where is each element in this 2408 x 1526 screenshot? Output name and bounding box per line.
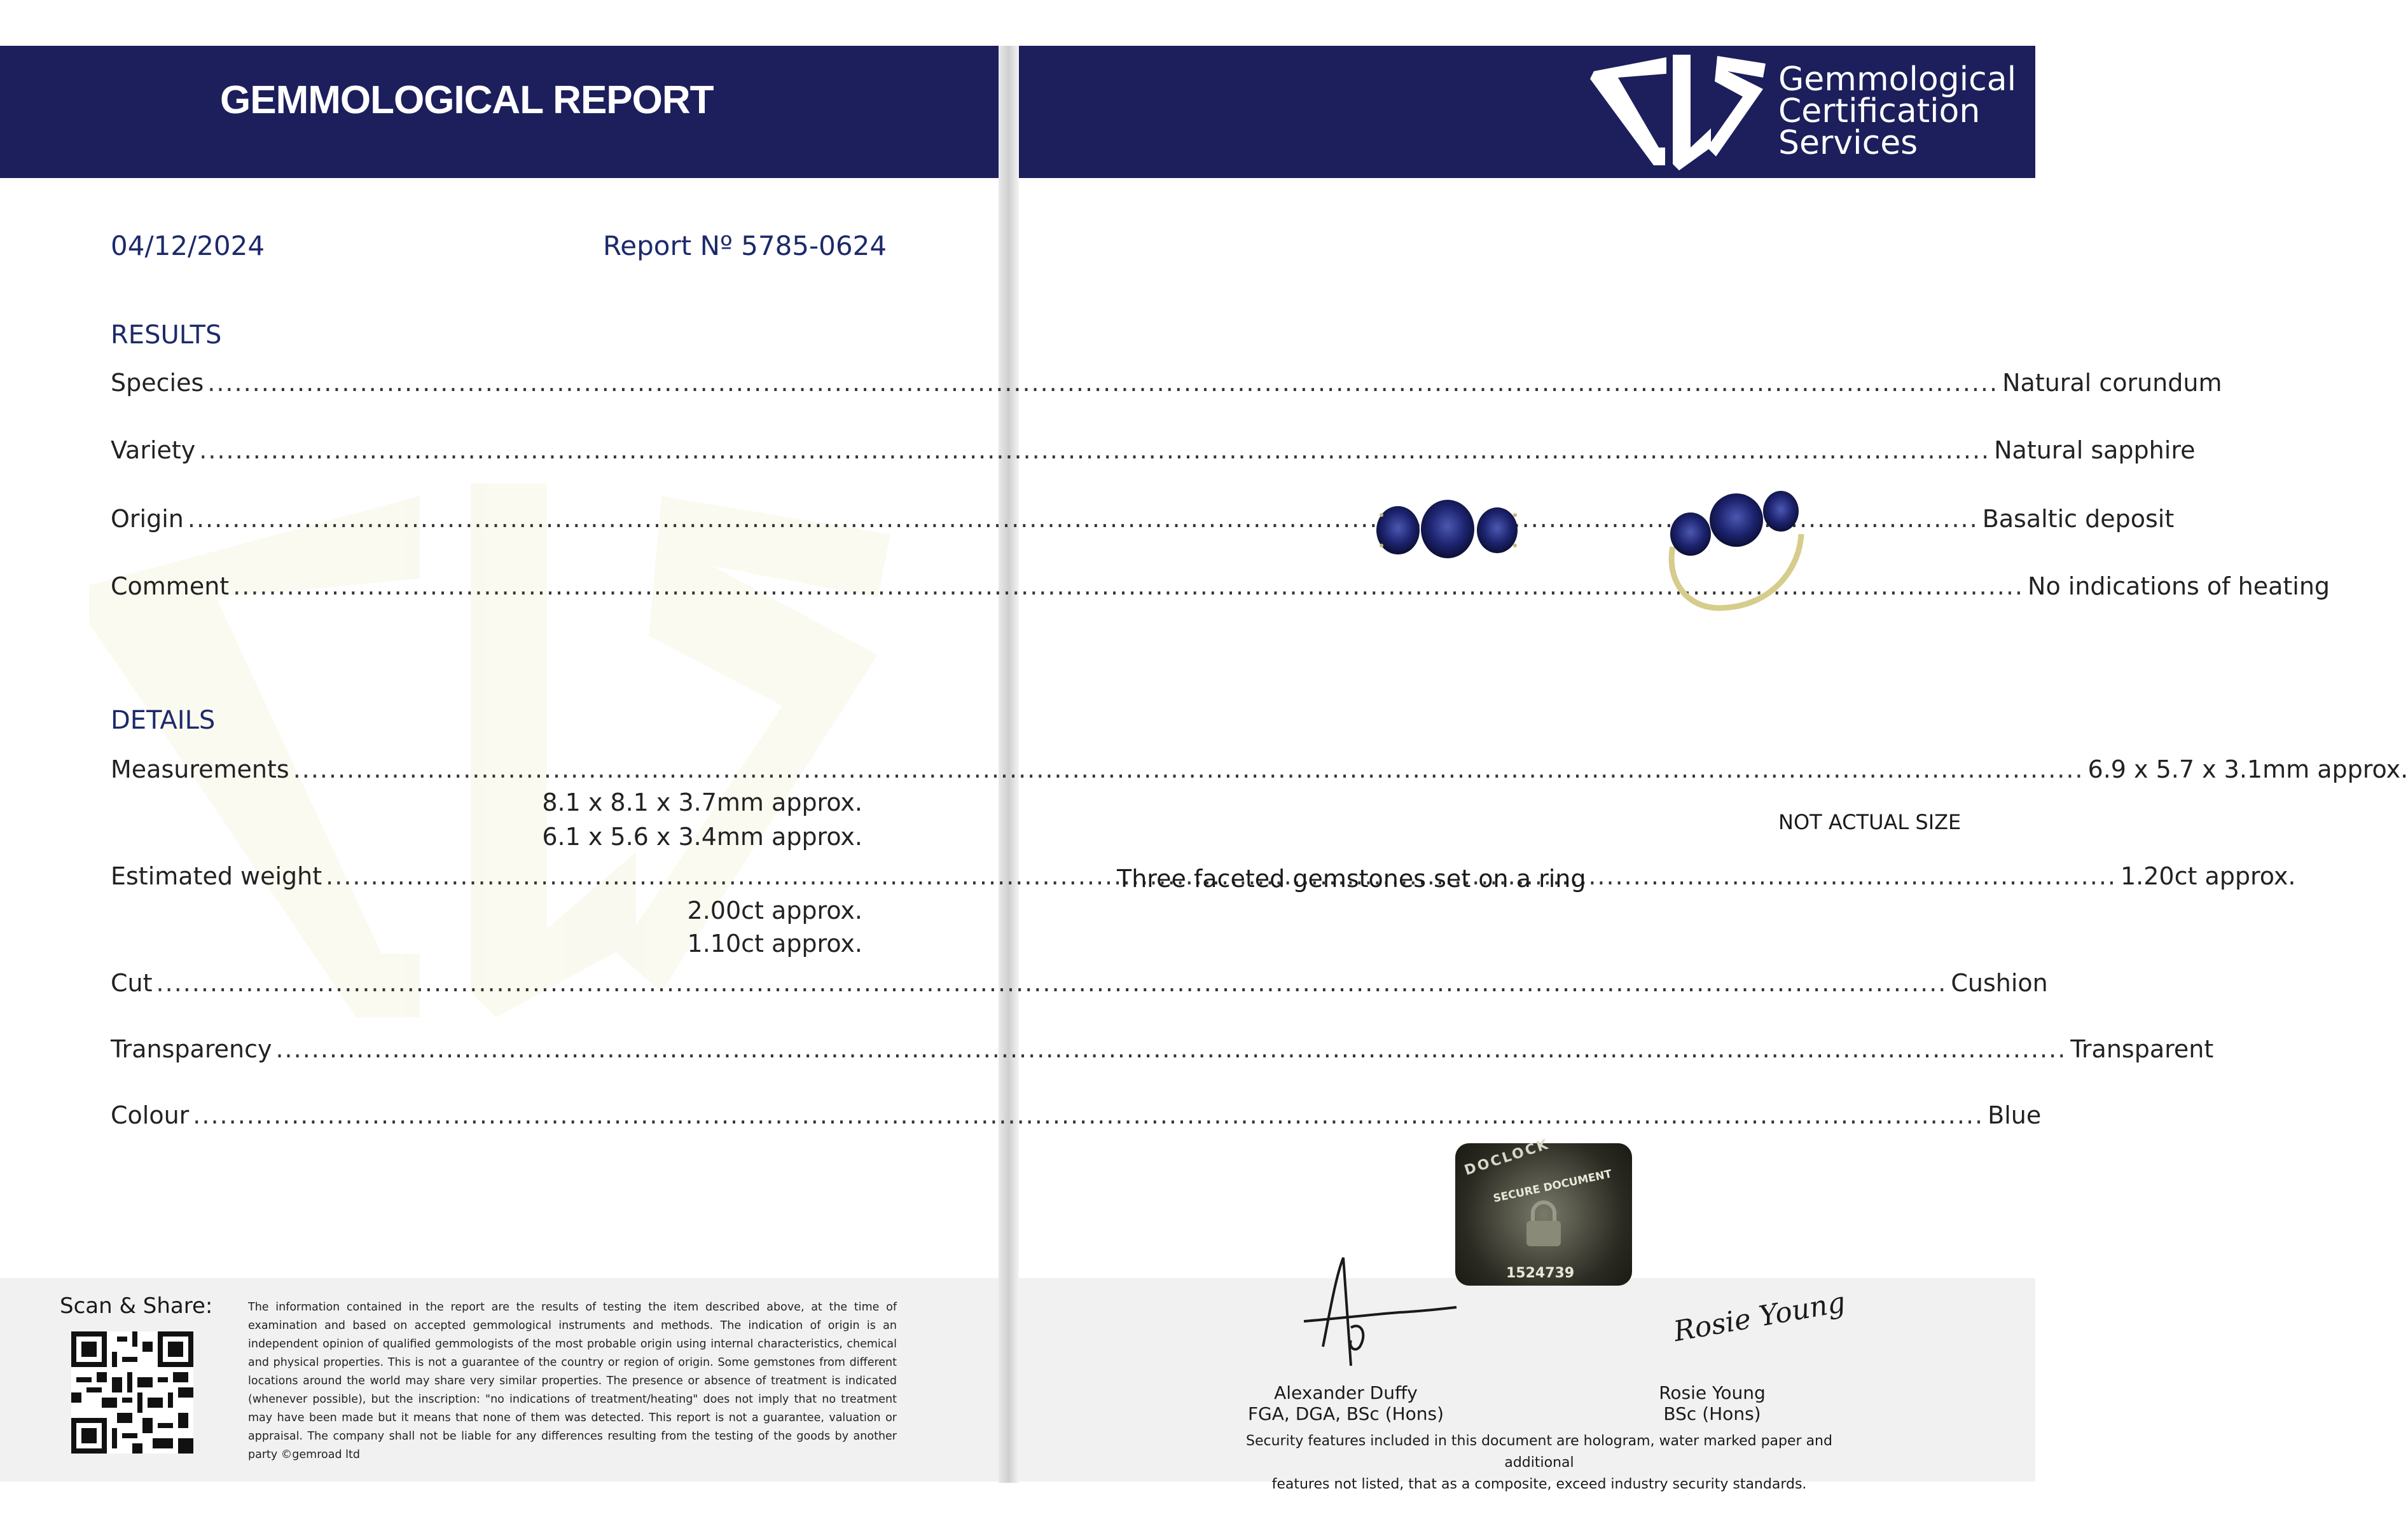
qr-code-icon[interactable] <box>71 1331 193 1454</box>
row-value: No indications of heating <box>2028 572 2330 600</box>
row-value: Basaltic deposit <box>1982 505 2175 533</box>
scan-label: Scan & Share: <box>60 1293 213 1319</box>
leader-dots <box>293 755 2084 783</box>
row-label: Variety <box>111 436 196 464</box>
row-label: Origin <box>111 505 184 533</box>
measurement-value-2: 8.1 x 8.1 x 3.7mm approx. <box>542 788 862 816</box>
disclaimer-text: The information contained in the report are the results of testing the item described above, at the time of examination and based on accepted gemmological instruments and methods. The indication of origin is an independent opinion of qualified gemmologists of the most probable origin using internal characteristics, chemical and physical properties. This is not a guarantee of the country or region of origin. Some gemstones from different locations around the world may share very similar properties. The presence or absence of treatment is indicated (whenever possible), but the inscription: "no indications of treatment/heating" does not imply that no treatment may have been made but it means that none of them was detected. This report is not a guarantee, valuation or appraisal. The company shall not be liable for any differences resulting from the testing of the goods by another party ©gemroad ltd <box>248 1301 897 1461</box>
ring-side-view <box>1670 491 1801 608</box>
lock-icon <box>1521 1198 1566 1249</box>
gcs-logo-icon <box>1590 52 1768 170</box>
row-value: Blue <box>1988 1101 2042 1129</box>
detail-row-transparency <box>111 1035 2214 1071</box>
weight-value-2: 2.00ct approx. <box>687 897 862 925</box>
row-label: Transparency <box>111 1035 272 1063</box>
detail-row-measurements <box>111 755 2408 791</box>
results-heading: RESULTS <box>111 320 222 350</box>
row-value: 1.20ct approx. <box>2121 862 2296 890</box>
hologram-sticker <box>1455 1136 1632 1286</box>
report-title: GEMMOLOGICAL REPORT <box>220 78 714 122</box>
report-date: 04/12/2024 <box>111 230 265 261</box>
detail-row-cut <box>111 969 2048 1005</box>
leader-dots <box>275 1035 2066 1063</box>
security-line-2: features not listed, that as a composite, exceed industry security standards. <box>1271 1476 1807 1492</box>
signatory-2-credentials: BSc (Hons) <box>1663 1403 1761 1424</box>
row-label: Cut <box>111 969 153 997</box>
result-row-origin <box>111 505 2175 540</box>
security-line-1: Security features included in this document are hologram, water marked paper and additional <box>1246 1433 1832 1471</box>
signatory-1-credentials: FGA, DGA, BSc (Hons) <box>1247 1403 1444 1424</box>
brand-line-1: Gemmological <box>1778 60 2017 99</box>
not-actual-size-note: NOT ACTUAL SIZE <box>1778 810 1962 834</box>
hologram-brand: DOCLOCK <box>1462 1136 1552 1179</box>
leader-dots <box>207 369 1998 397</box>
security-note <box>1215 1431 1864 1495</box>
signatory-2 <box>1566 1382 1858 1424</box>
leader-dots <box>199 436 1990 464</box>
row-label: Comment <box>111 572 230 600</box>
hologram-label: SECURE DOCUMENT <box>1491 1167 1613 1206</box>
signature-script: Rosie Young <box>1671 1286 1848 1349</box>
row-value: 6.9 x 5.7 x 3.1mm approx. <box>2087 755 2408 783</box>
brand-line-2: Certification <box>1778 92 1981 130</box>
row-value: Natural corundum <box>2002 369 2222 397</box>
signature-rosie-young <box>1666 1286 1848 1387</box>
signatory-1 <box>1200 1382 1492 1424</box>
row-label: Estimated weight <box>111 862 322 890</box>
signature-alexander-duffy <box>1285 1251 1463 1378</box>
hologram-serial: 1524739 <box>1506 1265 1575 1281</box>
report-number: Report Nº 5785-0624 <box>603 230 887 261</box>
ring-photo <box>1367 490 1864 623</box>
details-heading: DETAILS <box>111 706 216 735</box>
detail-row-colour <box>111 1101 2042 1137</box>
row-label: Species <box>111 369 204 397</box>
row-label: Measurements <box>111 755 289 783</box>
ring-top-view <box>1376 500 1518 558</box>
row-value: Cushion <box>1951 969 2048 997</box>
result-row-species <box>111 369 2222 404</box>
photo-caption: Three faceted gemstones set on a ring <box>1117 865 1586 893</box>
row-value: Transparent <box>2070 1035 2214 1063</box>
brand-line-3: Services <box>1778 124 1918 162</box>
row-label: Colour <box>111 1101 190 1129</box>
result-row-comment <box>111 572 2330 608</box>
result-row-variety <box>111 436 2196 472</box>
brand-name <box>1778 60 2017 162</box>
signatory-1-name: Alexander Duffy <box>1274 1382 1418 1403</box>
weight-value-3: 1.10ct approx. <box>687 930 862 958</box>
row-value: Natural sapphire <box>1994 436 2196 464</box>
measurement-value-3: 6.1 x 5.6 x 3.4mm approx. <box>542 823 862 851</box>
leader-dots <box>193 1101 1984 1129</box>
signatory-2-name: Rosie Young <box>1659 1382 1766 1403</box>
leader-dots <box>156 969 1948 997</box>
